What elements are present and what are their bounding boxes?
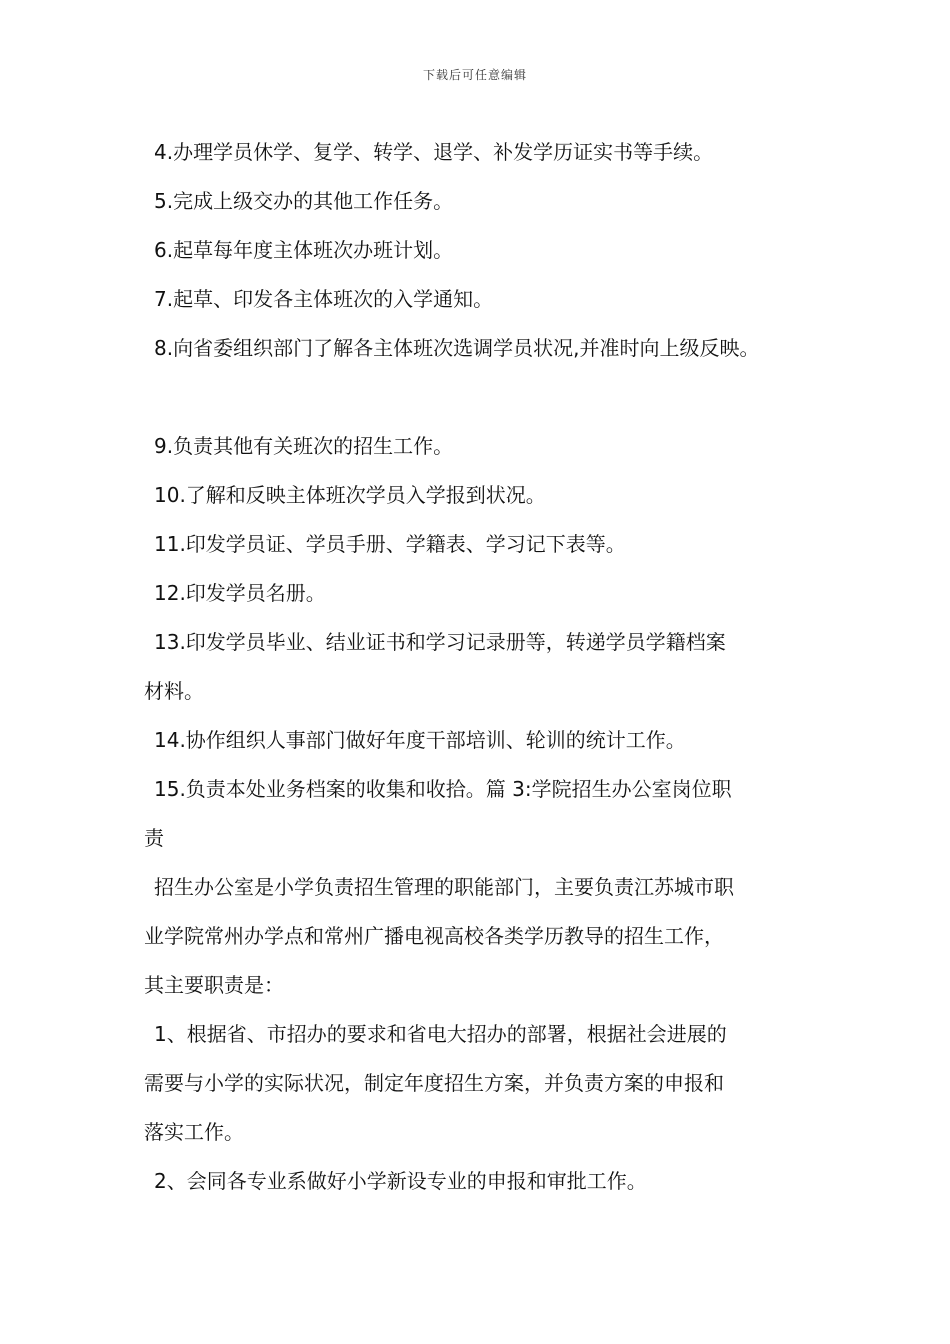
paragraph-line: 7.起草、印发各主体班次的入学通知。 [154, 287, 494, 311]
page-header: 下载后可任意编辑 [422, 68, 527, 82]
paragraph-line: 落实工作。 [144, 1120, 244, 1144]
document-body [144, 128, 816, 1206]
paragraph-line: 6.起草每年度主体班次办班计划。 [154, 238, 454, 262]
paragraph-line: 其主要职责是： [144, 973, 284, 997]
paragraph-line: 材料。 [144, 679, 204, 703]
paragraph-line: 10.了解和反映主体班次学员入学报到状况。 [154, 483, 546, 507]
paragraph-line: 9.负责其他有关班次的招生工作。 [154, 434, 454, 458]
paragraph-line: 2、会同各专业系做好小学新设专业的申报和审批工作。 [154, 1169, 647, 1193]
paragraph-line: 4.办理学员休学、复学、转学、退学、补发学历证实书等手续。 [154, 140, 714, 164]
paragraph-line: 8.向省委组织部门了解各主体班次选调学员状况,并准时向上级反映。 [154, 336, 760, 360]
paragraph-line: 需要与小学的实际状况，制定年度招生方案，并负责方案的申报和 [144, 1071, 724, 1095]
paragraph-line: 业学院常州办学点和常州广播电视高校各类学历教导的招生工作， [144, 924, 724, 948]
paragraph-line: 13.印发学员毕业、结业证书和学习记录册等，转递学员学籍档案 [154, 630, 726, 654]
paragraph-line: 5.完成上级交办的其他工作任务。 [154, 189, 454, 213]
paragraph-line: 招生办公室是小学负责招生管理的职能部门，主要负责江苏城市职 [154, 875, 734, 899]
paragraph-line: 12.印发学员名册。 [154, 581, 326, 605]
paragraph-line: 15.负责本处业务档案的收集和收拾。篇 3:学院招生办公室岗位职 [154, 777, 732, 801]
paragraph-line: 1、根据省、市招办的要求和省电大招办的部署，根据社会进展的 [154, 1022, 727, 1046]
paragraph-line: 11.印发学员证、学员手册、学籍表、学习记下表等。 [154, 532, 626, 556]
paragraph-line: 14.协作组织人事部门做好年度干部培训、轮训的统计工作。 [154, 728, 686, 752]
paragraph-line: 责 [144, 826, 164, 850]
blank-line [144, 373, 816, 422]
